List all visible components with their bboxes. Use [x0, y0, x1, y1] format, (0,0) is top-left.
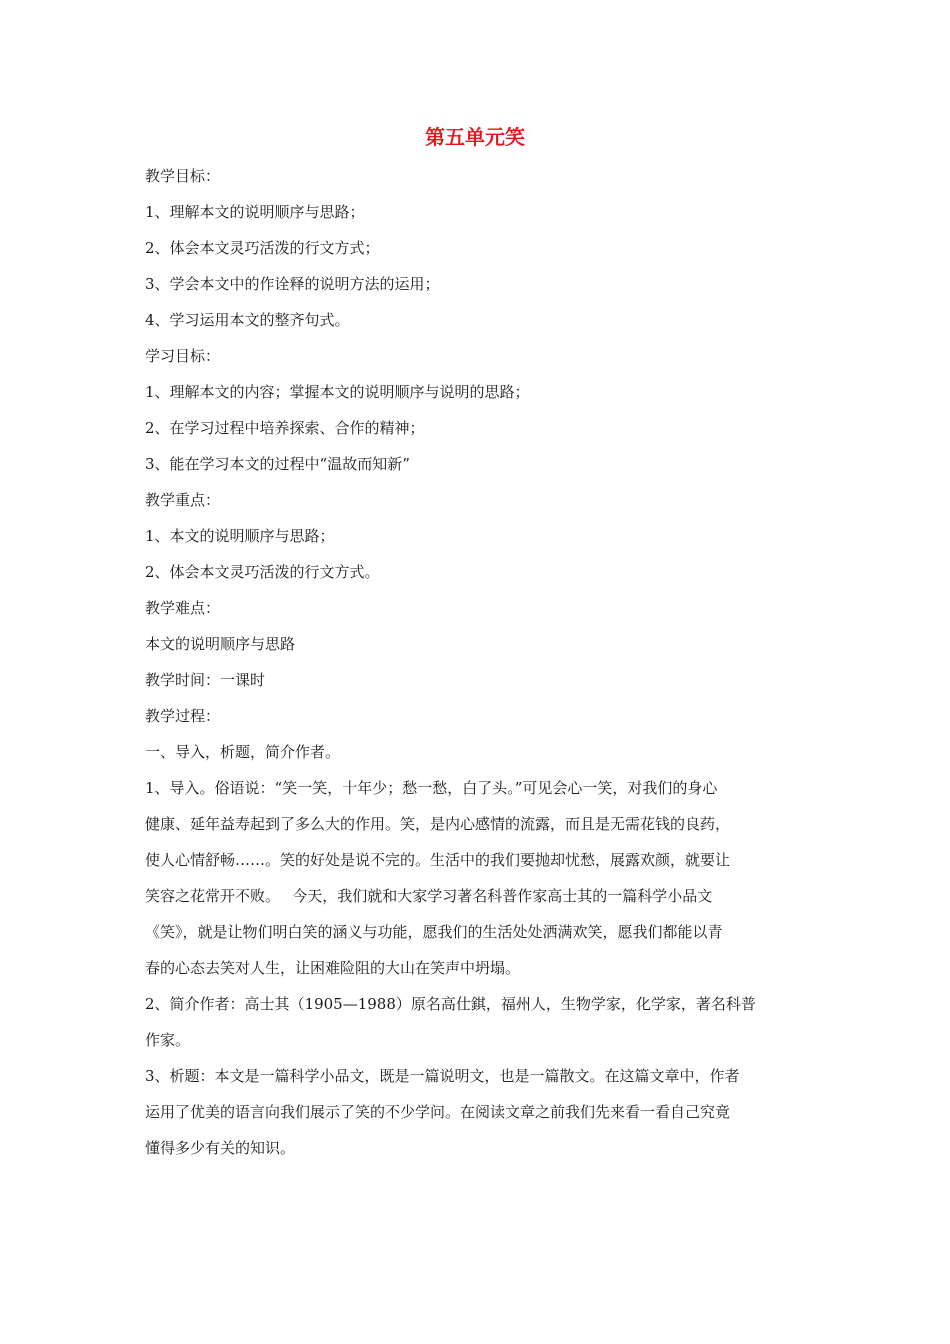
- teaching-time: 教学时间：一课时: [145, 671, 266, 689]
- list-item: 3、能在学习本文的过程中“温故而知新”: [145, 455, 410, 473]
- heading-teaching-process: 教学过程：: [145, 707, 221, 725]
- paragraph-title-analysis: [145, 1058, 810, 1166]
- list-item: 本文的说明顺序与思路: [145, 635, 296, 653]
- paragraph-line: 笑容之花常开不败。 今天，我们就和大家学习著名科普作家高士其的一篇科学小品文: [145, 887, 713, 905]
- list-item: 4、学习运用本文的整齐句式。: [145, 311, 350, 329]
- list-item: 1、本文的说明顺序与思路；: [145, 527, 335, 545]
- document-title: 第五单元笑: [425, 125, 525, 149]
- paragraph-line: 3、析题：本文是一篇科学小品文，既是一篇说明文，也是一篇散文。在这篇文章中，作者: [145, 1067, 740, 1085]
- heading-difficult-points: 教学难点：: [145, 599, 221, 617]
- paragraph-line: 健康、延年益寿起到了多么大的作用。笑，是内心感情的流露，而且是无需花钱的良药，: [145, 815, 731, 833]
- heading-key-points: 教学重点：: [145, 491, 221, 509]
- paragraph-line: 使人心情舒畅……。笑的好处是说不完的。生活中的我们要抛却忧愁，展露欢颜，就要让: [145, 851, 731, 869]
- list-item: 2、体会本文灵巧活泼的行文方式；: [145, 239, 380, 257]
- list-item: 2、体会本文灵巧活泼的行文方式。: [145, 563, 380, 581]
- paragraph-line: 1、导入。俗语说：“笑一笑，十年少；愁一愁，白了头。”可见会心一笑，对我们的身心: [145, 779, 718, 797]
- paragraph-line: 作家。: [145, 1031, 191, 1049]
- paragraph-line: 懂得多少有关的知识。: [145, 1139, 296, 1157]
- heading-learning-goals: 学习目标：: [145, 347, 221, 365]
- list-item: 3、学会本文中的作诠释的说明方法的运用；: [145, 275, 440, 293]
- paragraph-introduction: [145, 770, 810, 986]
- document-body: [145, 158, 810, 1166]
- paragraph-author: [145, 986, 810, 1058]
- paragraph-line: 春的心态去笑对人生，让困难险阻的大山在笑声中坍塌。: [145, 959, 521, 977]
- heading-teaching-goals: 教学目标：: [145, 167, 221, 185]
- section-heading: 一、导入，析题，简介作者。: [145, 743, 341, 761]
- list-item: 1、理解本文的说明顺序与思路；: [145, 203, 365, 221]
- list-item: 1、理解本文的内容；掌握本文的说明顺序与说明的思路；: [145, 383, 530, 401]
- paragraph-line: 运用了优美的语言向我们展示了笑的不少学问。在阅读文章之前我们先来看一看自己究竟: [145, 1103, 731, 1121]
- list-item: 2、在学习过程中培养探索、合作的精神；: [145, 419, 425, 437]
- paragraph-line: 《笑》，就是让物们明白笑的涵义与功能，愿我们的生活处处洒满欢笑，愿我们都能以青: [145, 923, 723, 941]
- paragraph-line: 2、简介作者：高士其（1905—1988）原名高仕錤，福州人，生物学家，化学家，著名科普: [145, 995, 756, 1013]
